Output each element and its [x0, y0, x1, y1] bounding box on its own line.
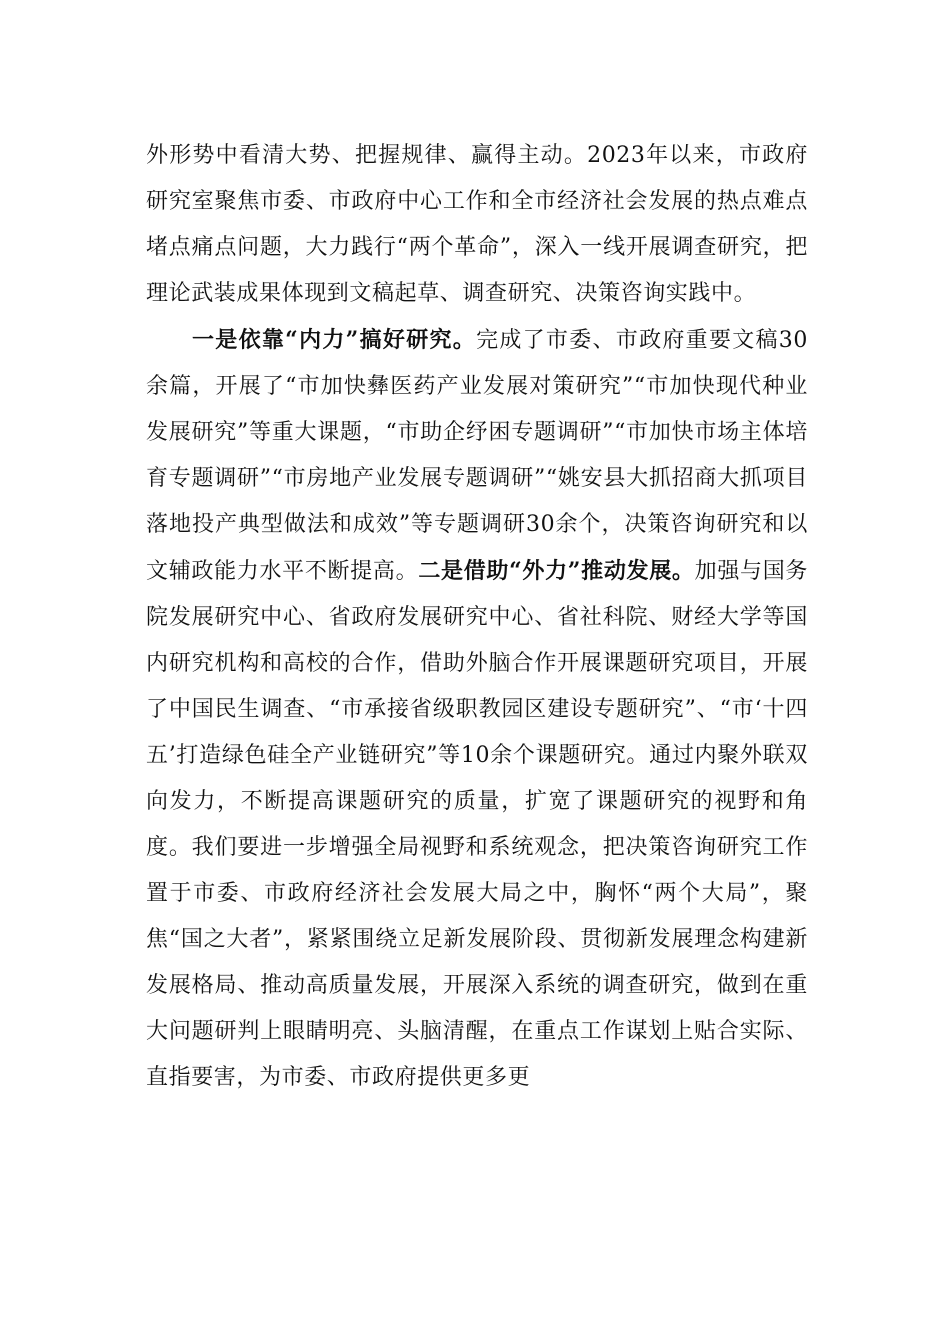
paragraph-intro: [146, 133, 808, 317]
paragraph-research: [146, 317, 808, 1101]
paragraph-text: 外形势中看清大势、把握规律、赢得主动。2023年以来，市政府研究室聚焦市委、市政府中心工作和全市经济社会发展的热点难点堵点痛点问题，大力践行“两个革命”，深入一线开展调查研究，把理论武装成果体现到文稿起草、调查研究、决策咨询实践中。: [146, 143, 808, 306]
heading-external-force: 二是借助“外力”推动发展。: [418, 558, 695, 584]
document-page: [146, 133, 808, 1101]
heading-internal-force: 一是依靠“内力”搞好研究。: [192, 327, 477, 353]
paragraph-text: 完成了市委、市政府重要文稿30余篇，开展了“市加快彝医药产业发展对策研究”“市加快现代种业发展研究”等重大课题，“市助企纾困专题调研”“市加快市场主体培育专题调研”“市房地产业发展专题调研”“姚安县大抓招商大抓项目落地投产典型做法和成效”等专题调研30余个，决策咨询研究和以文辅政能力水平不断提高。: [146, 328, 809, 584]
paragraph-text: 加强与国务院发展研究中心、省政府发展研究中心、省社科院、财经大学等国内研究机构和高校的合作，借助外脑合作开展课题研究项目，开展了中国民生调查、“市承接省级职教园区建设专题研究”、“市‘十四五’打造绿色硅全产业链研究”等10余个课题研究。通过内聚外联双向发力，不断提高课题研究的质量，扩宽了课题研究的视野和角度。我们要进一步增强全局视野和系统观念，把决策咨询研究工作置于市委、市政府经济社会发展大局之中，胸怀“两个大局”，聚焦“国之大者”，紧紧围绕立足新发展阶段、贯彻新发展理念构建新发展格局、推动高质量发展，开展深入系统的调查研究，做到在重大问题研判上眼睛明亮、头脑清醒，在重点工作谋划上贴合实际、直指要害，为市委、市政府提供更多更: [146, 559, 808, 1090]
